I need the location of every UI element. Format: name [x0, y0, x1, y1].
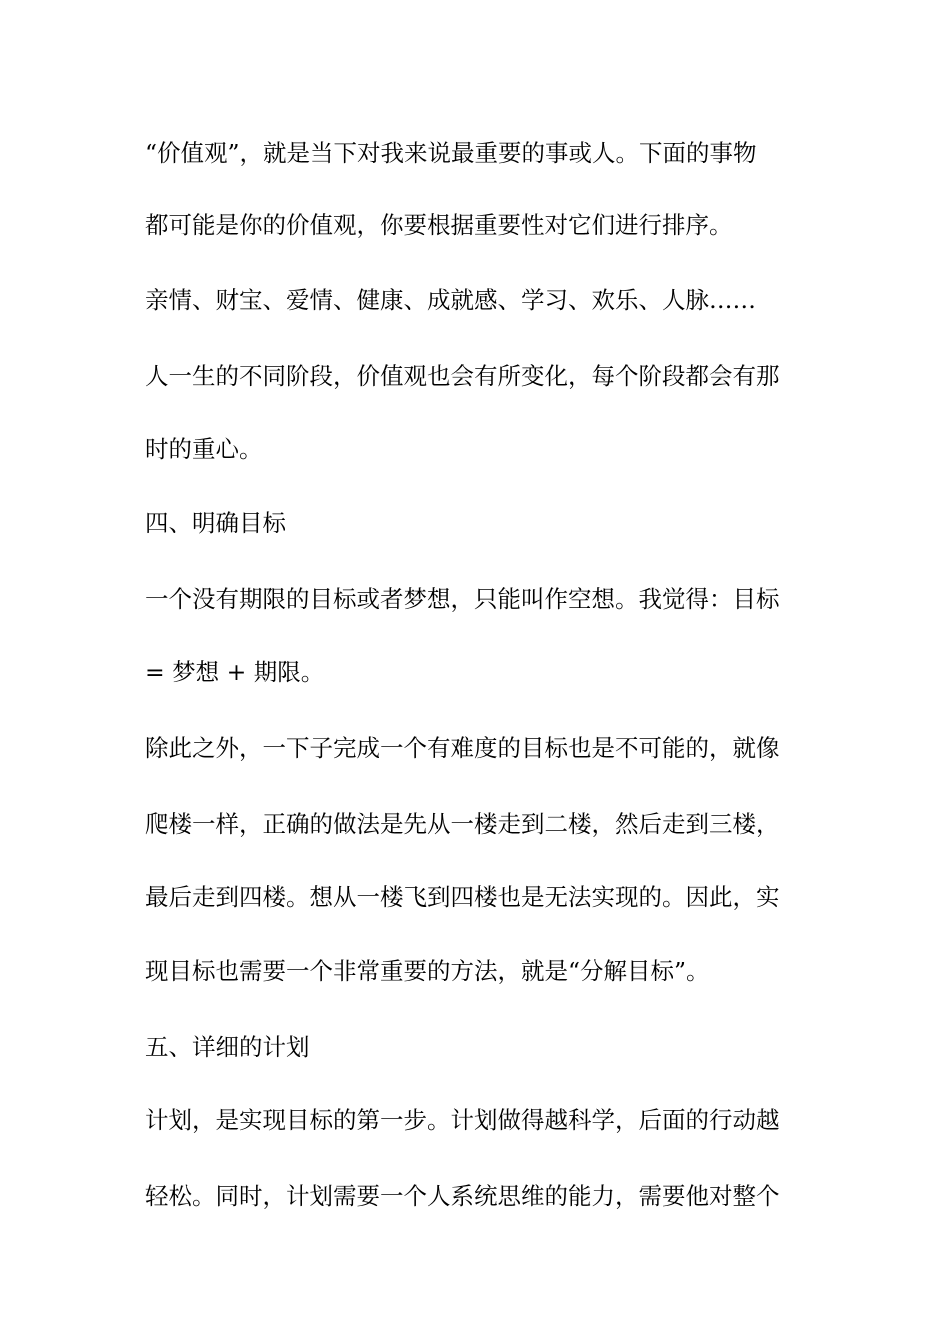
- paragraph-line: 轻松。同时，计划需要一个人系统思维的能力，需要他对整个: [145, 1182, 780, 1210]
- paragraph-line: 除此之外，一下子完成一个有难度的目标也是不可能的，就像: [145, 734, 780, 762]
- paragraph-line: 计划，是实现目标的第一步。计划做得越科学，后面的行动越: [145, 1106, 780, 1134]
- paragraph-line: 爬楼一样，正确的做法是先从一楼走到二楼，然后走到三楼，: [145, 810, 780, 838]
- section-heading: 四、明确目标: [145, 509, 286, 537]
- paragraph-line: 现目标也需要一个非常重要的方法，就是“分解目标”。: [145, 957, 710, 985]
- paragraph-line: 时的重心。: [145, 435, 263, 463]
- paragraph-line: 人一生的不同阶段，价值观也会有所变化，每个阶段都会有那: [145, 362, 780, 390]
- paragraph-line: 亲情、财宝、爱情、健康、成就感、学习、欢乐、人脉……: [145, 286, 756, 314]
- paragraph-line: “价值观”，就是当下对我来说最重要的事或人。下面的事物: [145, 139, 757, 167]
- section-heading: 五、详细的计划: [145, 1033, 310, 1061]
- paragraph-line: 一个没有期限的目标或者梦想，只能叫作空想。我觉得：目标: [145, 585, 780, 613]
- paragraph-line: = 梦想 + 期限。: [145, 658, 325, 686]
- paragraph-line: 最后走到四楼。想从一楼飞到四楼也是无法实现的。因此，实: [145, 883, 780, 911]
- paragraph-line: 都可能是你的价值观，你要根据重要性对它们进行排序。: [145, 211, 733, 239]
